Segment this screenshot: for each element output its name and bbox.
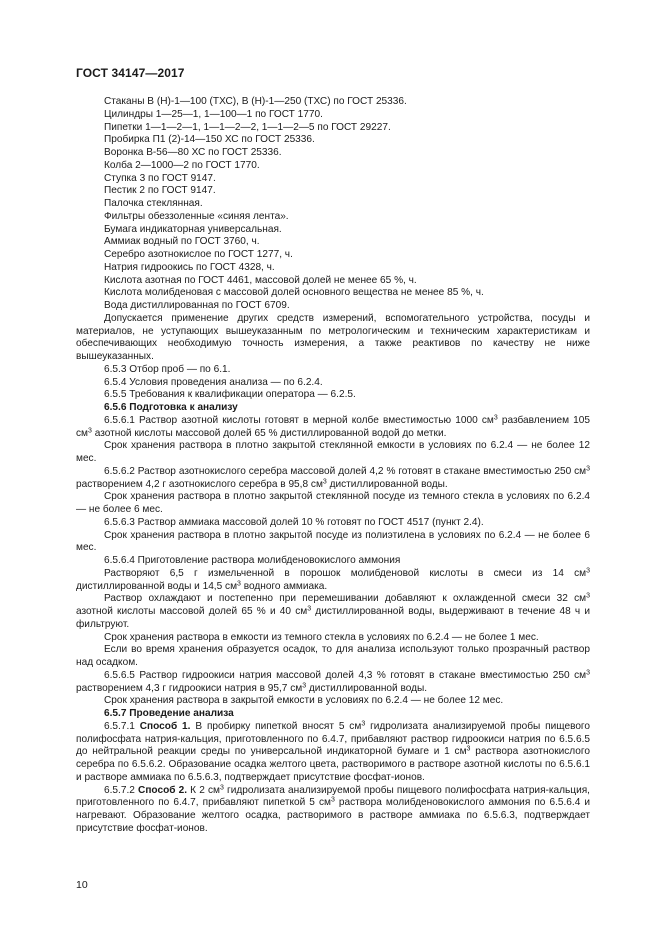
paragraph: Раствор охлаждают и постепенно при перемешивании добавляют к охлажденной смеси 32 $см^3$ азотной кислоты массовой долей 65 % и 40 $см^3$ дистиллированной воды, выдерживают в течение 48 ч и фильтруют. (76, 592, 590, 630)
paragraph: 6.5.7.2 Способ 2. К 2 $см^3$ гидролизата анализируемой пробы пищевого полифосфата натрия-кальция, приготовленного по 6.4.7, прибавляют пипеткой 5 $см^3$ раствора молибденовокислого аммония по 6.5.6.4 и нагревают. Образование желтого осадка, растворимого в растворе аммиака по 6.5.6.3, подтверждает присутствие фосфат-ионов. (76, 784, 591, 834)
paragraph: Кислота молибденовая с массовой долей основного вещества не менее 85 %, ч. (104, 287, 484, 299)
paragraph: 6.5.6.4 Приготовление раствора молибденовокислого аммония (104, 555, 401, 566)
paragraph: Воронка В-56—80 ХС по ГОСТ 25336. (104, 147, 282, 158)
paragraph: Колба 2—1000—2 по ГОСТ 1770. (104, 159, 260, 171)
paragraph: Бумага индикаторная универсальная. (104, 223, 282, 235)
paragraph: Срок хранения раствора в закрытой емкости в условиях по 6.2.4 — не более 12 мес. (104, 695, 504, 707)
paragraph: 6.5.6.1 Раствор азотной кислоты готовят в мерной колбе вместимостью 1000 $см^3$ разбавлением 105 $см^3$ азотной кислоты массовой долей 65 % дистиллированной водой до метки. (76, 414, 590, 439)
paragraph: 6.5.3 Отбор проб — по 6.1. (104, 363, 231, 375)
paragraph: Срок хранения раствора в емкости из темного стекла в условиях по 6.2.4 — не более 1 мес. (104, 631, 539, 643)
paragraph: 6.5.4 Условия проведения анализа — по 6.2.4. (104, 376, 323, 388)
paragraph: Если во время хранения образуется осадок, то для анализа используют только прозрачный раствор над осадком. (76, 644, 590, 668)
paragraph: Цилиндры 1—25—1, 1—100—1 по ГОСТ 1770. (104, 108, 323, 120)
paragraph: Натрия гидроокись по ГОСТ 4328, ч. (104, 261, 275, 273)
paragraph: Вода дистиллированная по ГОСТ 6709. (104, 300, 290, 311)
paragraph: Допускается применение других средств измерений, вспомогательного устройства, посуды и материалов, не уступающих вышеуказанным по метрологическим и техническим характеристикам и обеспечивающих необходимую точность измерения, а также реактивов по качеству не ниже вышеуказанных. (76, 312, 590, 362)
paragraph: Палочка стеклянная. (104, 198, 203, 209)
paragraph: Серебро азотнокислое по ГОСТ 1277, ч. (104, 249, 293, 260)
paragraph: Фильтры обеззоленные «синяя лента». (104, 210, 289, 222)
paragraph: 6.5.6.3 Раствор аммиака массовой долей 10 % готовят по ГОСТ 4517 (пункт 2.4). (104, 516, 484, 528)
paragraph: Срок хранения раствора в плотно закрытой стеклянной емкости в условиях по 6.2.4 — не более 12 мес. (76, 440, 590, 464)
document-header: ГОСТ 34147—2017 (76, 66, 185, 80)
paragraph: Стаканы В (Н)-1—100 (ТХС), В (Н)-1—250 (ТХС) по ГОСТ 25336. (104, 96, 407, 107)
paragraph: 6.5.5 Требования к квалификации оператора — 6.2.5. (104, 389, 356, 401)
paragraph: Кислота азотная по ГОСТ 4461, массовой долей не менее 65 %, ч. (104, 274, 417, 286)
paragraph: Аммиак водный по ГОСТ 3760, ч. (104, 236, 260, 248)
paragraph: Пипетки 1—1—2—1, 1—1—2—2, 1—1—2—5 по ГОСТ 29227. (104, 121, 391, 133)
paragraph: Пробирка П1 (2)-14—150 ХС по ГОСТ 25336. (104, 134, 315, 146)
paragraph: Растворяют 6,5 г измельченной в порошок молибденовой кислоты в смеси из 14 $см^3$ дистиллированной воды и 14,5 $см^3$ водного аммиака. (76, 567, 590, 592)
page-number: 10 (76, 879, 88, 891)
document-body (76, 96, 590, 836)
section-heading: 6.5.6 Подготовка к анализу (104, 402, 238, 413)
paragraph: 6.5.6.2 Раствор азотнокислого серебра массовой долей 4,2 % готовят в стакане вместимостью 250 $см^3$ растворением 4,2 г азотнокислого серебра в 95,8 $см^3$ дистиллированной воды. (76, 465, 590, 490)
paragraph: Ступка 3 по ГОСТ 9147. (104, 172, 216, 184)
paragraph: 6.5.6.5 Раствор гидроокиси натрия массовой долей 4,3 % готовят в стакане вместимостью 250 $см^3$ растворением 4,3 г гидроокиси натрия в 95,7 $см^3$ дистиллированной воды. (76, 669, 590, 694)
paragraph: Срок хранения раствора в плотно закрытой стеклянной посуде из темного стекла в условиях по 6.2.4 — не более 6 мес. (76, 491, 590, 515)
paragraph: 6.5.7.1 Способ 1. В пробирку пипеткой вносят 5 $см^3$ гидролизата анализируемой пробы пищевого полифосфата натрия-кальция, приготовленного по 6.4.7, прибавляют раствор гидроокиси натрия по 6.5.6.5 до нейтральной реакции среды по универсальной индикаторной бумаге и 1 $см^3$ раствора азотнокислого серебра по 6.5.6.2. Образование осадка желтого цвета, растворимого в растворе азотной кислоты по 6.5.6.1 и растворе аммиака по 6.5.6.3, подтверждает присутствие фосфат-ионов. (76, 720, 591, 783)
paragraph: Срок хранения раствора в плотно закрытой посуде из полиэтилена в условиях по 6.2.4 — не более 6 мес. (76, 529, 590, 554)
paragraph: Пестик 2 по ГОСТ 9147. (104, 185, 216, 197)
section-heading: 6.5.7 Проведение анализа (104, 708, 234, 719)
